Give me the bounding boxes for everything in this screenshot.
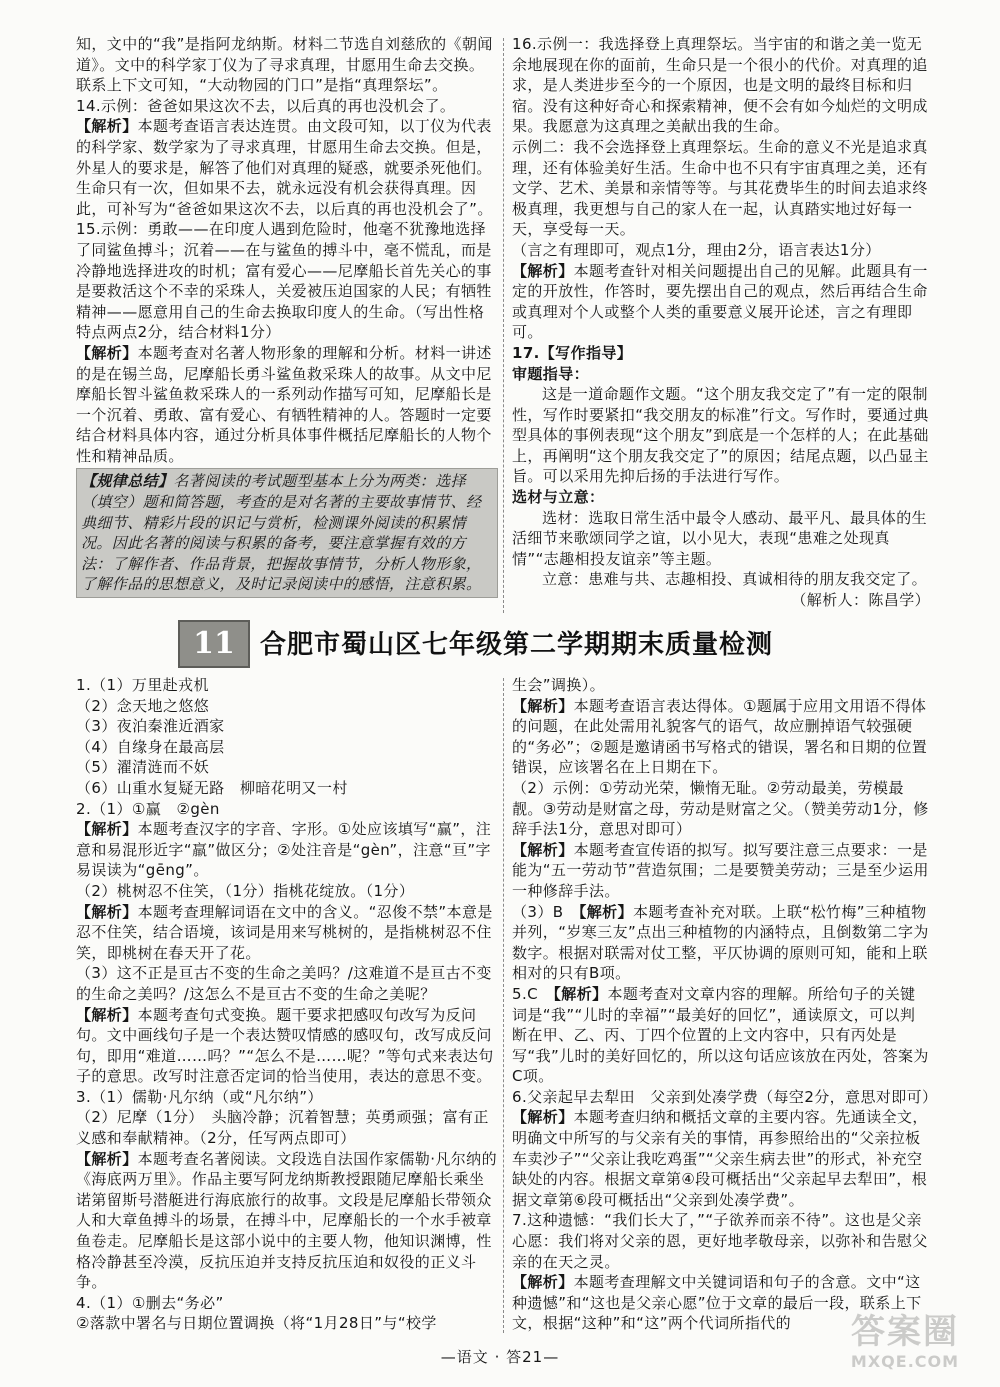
q3-1-answer: 3.（1）儒勒·凡尔纳（或“凡尔纳”）	[76, 1087, 323, 1106]
q1-item: （2）念天地之悠悠	[76, 696, 210, 715]
analysis-tag: 【解析】	[512, 1108, 574, 1127]
bottom-left-column	[76, 675, 498, 1334]
q17-theme-text: 立意：患难与共、志趣相投、真诚相待的朋友我交定了。	[542, 570, 928, 589]
q15-analysis-text: 本题考查对名著人物形象的理解和分析。材料一讲述的是在锡兰岛，尼摩船长勇斗鲨鱼救采珠人的故事。从文中尼摩船长智斗鲨鱼救采珠人的一系列动作描写可知，尼摩船长是一个沉着、勇敢、富有爱心、有牺牲精神的人。答题时一定要结合材料具体内容，通过分析具体事件概括尼摩船长的人物个性和精神品质。	[76, 343, 492, 465]
analysis-tag: 【解析】	[512, 696, 574, 715]
q5-analysis-text: 本题考查对文章内容的理解。所给句子的关键词是“我”“儿时的幸福”“最美好的回忆”，通读原文，可以判断在甲、乙、丙、丁四个位置的上文内容中，只有丙处是写“我”儿时的美好回忆的，所以这句话应该放在丙处，答案为C项。	[512, 984, 929, 1086]
q4-1-answer: 4.（1）①删去“务必”	[76, 1293, 224, 1312]
q7-analysis-text: 本题考查理解文中关键词语和句子的含意。文中“这种遗憾”和“这也是父亲心愿”位于文章的最后一段，联系上下文，根据“这种”和“这”两个代词所指代的	[512, 1273, 922, 1333]
watermark-main-text: 答案圈	[851, 1312, 959, 1352]
q16-analysis-text: 本题考查针对相关问题提出自己的见解。此题具有一定的开放性，作答时，要先摆出自己的观点，然后再结合生命或真理对个人或整个人类的重要意义展开论述，言之有理即可。	[512, 261, 928, 342]
analysis-tag: 【解析】	[76, 820, 138, 839]
q17-material-label: 选材与立意：	[512, 488, 605, 507]
q14-analysis-text: 本题考查语言表达连贯。由文段可知，以丁仪为代表的科学家、数学家为了寻求真理，甘愿用生命去交换。但是，外星人的要求是，解答了他们对真理的疑惑，就要杀死他们。生命只有一次，但如果不去，就永远没有机会获得真理。因此，可补写为“爸爸如果这次不去，以后真的再也没机会了”。	[76, 117, 493, 218]
analysis-tag: 【解析】	[553, 984, 608, 1003]
analysis-tag: 【解析】	[512, 1273, 574, 1292]
q1-item: （5）濯清涟而不妖	[76, 758, 210, 777]
q4-2-answer: （2）示例：①劳动光荣，懒惰无耻。②劳动最美，劳模最靓。③劳动是财富之母，劳动是财富之父。（赞美劳动1分，修辞手法1分，意思对即可）	[512, 778, 929, 839]
q1-item: （4）自缘身在最高层	[76, 737, 225, 756]
analysis-tag: 【解析】	[76, 343, 138, 362]
q4-1-analysis-text: 本题考查语言表达得体。①题属于应用文用语不得体的问题，在此处需用礼貌客气的语气，故应删掉语气较强硬的“务必”；②题是邀请函书写格式的错误，署名和日期的位置错误，应该署名在上日期在下。	[512, 696, 928, 777]
q6-analysis	[512, 1107, 930, 1210]
q2-1-answer: 2.（1）①赢 ②gèn	[76, 799, 220, 818]
q5-choice: 5.C	[512, 984, 538, 1003]
page-footer: —语文 · 答21—	[440, 1348, 560, 1366]
analysis-tag: 【解析】	[512, 261, 574, 280]
analysis-tag: 【解析】	[76, 902, 138, 921]
top-right-column	[512, 34, 930, 611]
q16-scoring: （言之有理即可，观点1分，理由2分，语言表达1分）	[512, 240, 881, 259]
top-left-column	[76, 34, 498, 600]
analysis-tag: 【解析】	[512, 840, 574, 859]
q15-analysis	[76, 343, 498, 467]
analysis-tag: 【解析】	[76, 1149, 138, 1168]
bottom-right-column	[512, 675, 938, 1334]
section-title: 合肥市蜀山区七年级第二学期期末质量检测	[260, 630, 774, 660]
q16-example-one: 16.示例一：我选择登上真理祭坛。当宇宙的和谐之美一览无余地展现在你的面前，生命只是一个很小的代价。对真理的追求，是人类进步至今的一个原因，也是文明的最终目标和归宿。没有这种好奇心和探索精神，便不会有如今灿烂的文明成果。我愿意为这真理之美献出我的生命。	[512, 35, 928, 136]
q4-1-answer-end: 生会”调换）。	[512, 676, 606, 694]
q14-answer: 14.示例：爸爸如果这次不去，以后真的再也没机会了。	[76, 96, 456, 115]
q1-item: 1.（1）万里赴戎机	[76, 676, 209, 694]
material-analysis-paragraph: 知，文中的“我”是指阿龙纳斯。材料二节选自刘慈欣的《朝闻道》。文中的科学家丁仪为了寻求真理，甘愿用生命去交换。联系上下文可知，“大动物园的门口”是指“真理祭坛”。	[76, 35, 493, 95]
rule-summary-box	[76, 468, 498, 598]
q15-answer: 15.示例：勇敢——在印度人遇到危险时，他毫不犹豫地选择了同鲨鱼搏斗；沉着——在与鲨鱼的搏斗中，毫不慌乱，而是冷静地选择进攻的时机；富有爱心——尼摩船长首先关心的事是要救活这个不幸的采珠人，关爱被压迫国家的人民；有牺牲精神——愿意用自己的生命去换取印度人的生命。（写出性格特点两点2分，结合材料1分）	[76, 220, 492, 342]
q4-1-analysis	[512, 696, 930, 778]
rule-summary-text: 名著阅读的考试题型基本上分为两类：选择（填空）题和简答题，考查的是对名著的主要故事情节、经典细节、精彩片段的识记与赏析，检测课外阅读的积累情况。因此名著的阅读与积累的备考，要注意掌握有效的方法：了解作者、作品背景，把握故事情节，分析人物形象，了解作品的思想意义，及时记录阅读中的感悟，注意积累。	[81, 472, 482, 594]
q2-3-analysis-text: 本题考查句式变换。题干要求把感叹句改写为反问句。文中画线句子是一个表达赞叹情感的感叹句，改写成反问句，即用“难道……吗？”“怎么不是……呢？”等句式来表达句子的意思。改写时注意否定词的恰当使用，表达的意思不变。	[76, 1005, 494, 1086]
q4-1-answer-cont: ②落款中署名与日期位置调换（将“1月28日”与“校学	[76, 1314, 437, 1333]
q2-1-analysis-text: 本题考查汉字的字音、字形。①处应该填写“赢”，注意和易混形近字“羸”做区分；②处注音是“gèn”，注意“亘”字易误读为“gēng”。	[76, 820, 492, 880]
q2-3-answer: （3）这不正是亘古不变的生命之美吗？/这难道不是亘古不变的生命之美吗？/这怎么不是亘古不变的生命之美呢？	[76, 964, 492, 1003]
q3-analysis-text: 本题考查名著阅读。文段选自法国作家儒勒·凡尔纳的《海底两万里》。作品主要写阿龙纳斯教授跟随尼摩船长乘坐诺第留斯号潜艇进行海底旅行的故事。文段是尼摩船长带领众人和大章鱼搏斗的场景，在搏斗中，尼摩船长的一个水手被章鱼卷走。尼摩船长是这部小说中的主要人物，他知识渊博，性格冷静甚至冷漠，反抗压迫并支持反抗压迫和奴役的正义斗争。	[76, 1149, 497, 1292]
q4-2-analysis	[512, 840, 930, 902]
q5-answer	[512, 984, 930, 1087]
q14-analysis	[76, 116, 498, 219]
watermark-logo	[830, 1311, 980, 1379]
section-banner	[178, 618, 838, 668]
q16-analysis	[512, 261, 930, 343]
analyst-credit: （解析人：陈昌学）	[791, 591, 930, 610]
q4-3-analysis-text: 本题考查补充对联。上联“松竹梅”三种植物并列，“岁寒三友”点出三种植物的内涵特点，且倒数第二字为数字。根据对联需对仗工整，平仄协调的原则可知，能和上联相对的只有B项。	[512, 902, 929, 983]
analysis-tag: 【解析】	[76, 1005, 138, 1024]
q7-answer: 7.这种遗憾：“我们长大了，”“子欲养而亲不待”。这也是父亲心愿：我们将对父亲的恩，更好地孝敬母亲，以弥补和告慰父亲的在天之灵。	[512, 1211, 928, 1271]
q17-heading: 17.【写作指导】	[512, 343, 633, 362]
section-number-badge: 11	[178, 620, 250, 668]
rule-summary-tag: 【规律总结】	[81, 472, 174, 491]
q1-item: （6）山重水复疑无路 柳暗花明又一村	[76, 778, 348, 797]
q2-2-analysis	[76, 902, 498, 964]
watermark-url-text: MXQE.COM	[850, 1352, 960, 1371]
analysis-tag: 【解析】	[76, 117, 138, 136]
q16-example-two: 示例二：我不会选择登上真理祭坛。生命的意义不光是追求真理，还有体验美好生活。生命中也不只有宇宙真理之美，还有文学、艺术、美景和亲情等等。与其花费毕生的时间去追求终极真理，我更想与自己的家人在一起，认真踏实地过好每一天，享受每一天。	[512, 137, 928, 239]
q17-review-text: 这是一道命题作文题。“这个朋友我交定了”有一定的限制性，写作时要紧扣“我交朋友的标准”行文。写作时，要通过典型具体的事例表现“这个朋友”到底是一个怎样的人；在此基础上，再阐明“这个朋友我交定了”的原因；结尾点题，以凸显主旨。可以采用先抑后扬的手法进行写作。	[512, 385, 929, 486]
q4-3-choice: （3）B	[512, 902, 564, 921]
analysis-tag: 【解析】	[578, 902, 633, 921]
q1-item: （3）夜泊秦淮近酒家	[76, 717, 225, 736]
q2-2-analysis-text: 本题考查理解词语在文中的含义。“忍俊不禁”本意是忍不住笑，结合语境，该词是用来写桃树的，是指桃树忍不住笑，即桃树在春天开了花。	[76, 902, 493, 962]
q3-analysis	[76, 1149, 498, 1293]
q4-3-answer	[512, 902, 930, 984]
column-divider	[503, 678, 504, 1333]
q2-1-analysis	[76, 819, 498, 881]
q17-review-label: 审题指导：	[512, 364, 590, 383]
q4-2-analysis-text: 本题考查宣传语的拟写。拟写要注意三点要求：一是能为“五一劳动节”营造氛围；二是要赞美劳动；三是至少运用一种修辞手法。	[512, 840, 929, 900]
q3-2-answer: （2）尼摩（1分） 头脑冷静；沉着智慧；英勇顽强；富有正义感和奉献精神。（2分，任写两点即可）	[76, 1108, 489, 1148]
q17-material-text: 选材：选取日常生活中最令人感动、最平凡、最具体的生活细节来歌颂同学之谊，以小见大，表现“患难之处现真情”“志趣相投友谊亲”等主题。	[512, 508, 928, 568]
column-divider	[503, 38, 504, 613]
q2-3-analysis	[76, 1005, 498, 1087]
q6-answer: 6.父亲起早去犁田 父亲到处凑学费（每空2分，意思对即可）	[512, 1087, 938, 1106]
q6-analysis-text: 本题考查归纳和概括文章的主要内容。先通读全文，明确文中所写的与父亲有关的事情，再参照给出的“父亲拉板车卖沙子”“父亲让我吃鸡蛋”“父亲生病去世”的形式，补充空缺处的内容。根据文章第④段可概括出“父亲起早去犁田”，根据文章第⑥段可概括出“父亲到处凑学费”。	[512, 1108, 928, 1209]
q2-2-answer: （2）桃树忍不住笑，（1分）指桃花绽放。（1分）	[76, 881, 415, 900]
